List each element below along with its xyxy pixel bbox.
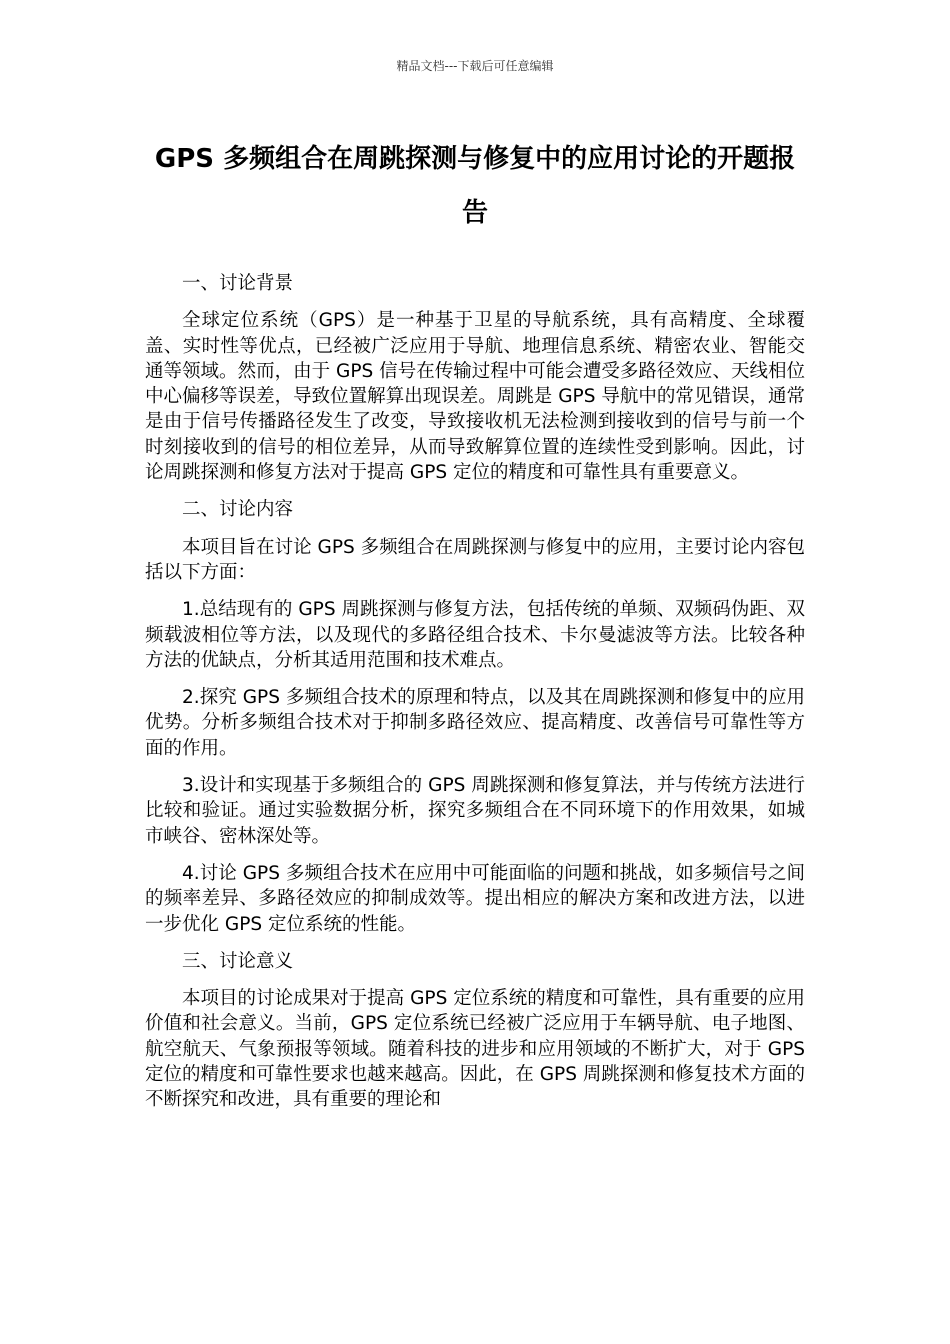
document-title: GPS 多频组合在周跳探测与修复中的应用讨论的开题报告 [154,144,796,228]
document-body [145,271,805,1125]
section-heading-background: 一、讨论背景 [182,273,294,294]
content-item-4: 4.讨论 GPS 多频组合技术在应用中可能面临的问题和挑战，如多频信号之间的频率差异、多路径效应的抑制成效等。提出相应的解决方案和改进方法，以进一步优化 GPS 定位系统的性能。 [145,862,805,935]
significance-paragraph: 本项目的讨论成果对于提高 GPS 定位系统的精度和可靠性，具有重要的应用价值和社会意义。当前，GPS 定位系统已经被广泛应用于车辆导航、电子地图、航空航天、气象预报等领域。随着科技的进步和应用领域的不断扩大，对于 GPS 定位的精度和可靠性要求也越来越高。因此，在 GPS 周跳探测和修复技术方面的不断探究和改进，具有重要的理论和 [145,988,805,1111]
content-item-2: 2.探究 GPS 多频组合技术的原理和特点，以及其在周跳探测和修复中的应用优势。分析多频组合技术对于抑制多路径效应、提高精度、改善信号可靠性等方面的作用。 [145,687,805,759]
content-intro-paragraph: 本项目旨在讨论 GPS 多频组合在周跳探测与修复中的应用，主要讨论内容包括以下方面： [145,536,805,583]
content-item-3: 3.设计和实现基于多频组合的 GPS 周跳探测和修复算法，并与传统方法进行比较和验证。通过实验数据分析，探究多频组合在不同环境下的作用效果，如城市峡谷、密林深处等。 [145,775,805,847]
background-paragraph: 全球定位系统（GPS）是一种基于卫星的导航系统，具有高精度、全球覆盖、实时性等优点，已经被广泛应用于导航、地理信息系统、精密农业、智能交通等领域。然而，由于 GPS 信号在传输过程中可能会遭受多路径效应、天线相位中心偏移等误差，导致位置解算出现误差。周跳是 GPS 导航中的常见错误，通常是由于信号传播路径发生了改变，导致接收机无法检测到接收到的信号与前一个时刻接收到的信号的相位差异，从而导致解算位置的连续性受到影响。因此，讨论周跳探测和修复方法对于提高 GPS 定位的精度和可靠性具有重要意义。 [145,310,805,484]
section-heading-content: 二、讨论内容 [182,499,294,521]
watermark-header: 精品文档---下载后可任意编辑 [396,59,554,73]
content-item-1: 1.总结现有的 GPS 周跳探测与修复方法，包括传统的单频、双频码伪距、双频载波相位等方法，以及现代的多路径组合技术、卡尔曼滤波等方法。比较各种方法的优缺点，分析其适用范围和技术难点。 [145,599,805,671]
section-heading-significance: 三、讨论意义 [182,950,294,972]
